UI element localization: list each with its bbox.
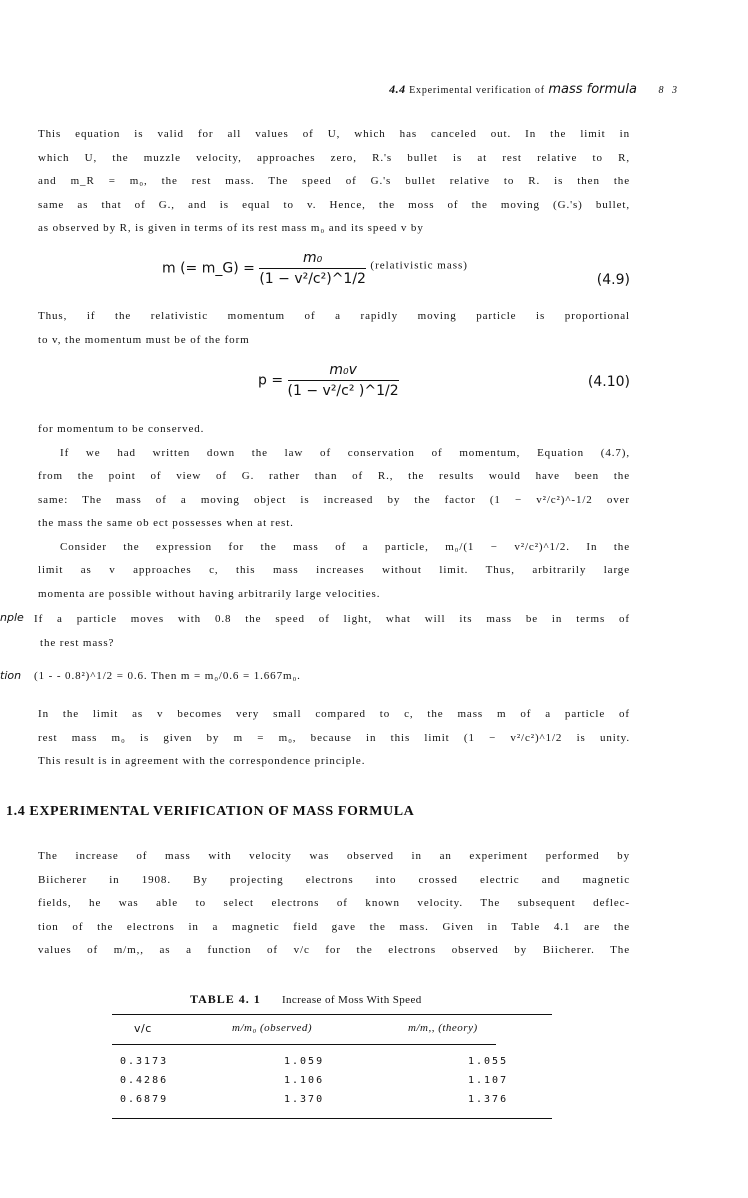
table-header-cell: m/m,, (theory): [408, 1022, 478, 1034]
paragraph-4: [38, 703, 630, 774]
paragraph-line: for momentum to be conserved.: [38, 423, 205, 435]
table-header-rule: [112, 1044, 496, 1045]
equation-lhs: m (= m_G) =: [162, 260, 255, 277]
table-header-cell: v/c: [134, 1022, 152, 1035]
paragraph-line: rest mass m₀ is given by m = m₀, because in this limit (1 − v²/c²)^1/2 is unity.: [38, 731, 630, 744]
equation-denominator: (1 − v²/c² )^1/2: [287, 383, 399, 399]
table-header-cell: m/m₀ (observed): [232, 1022, 313, 1034]
paragraph-line: same as that of G., and is equal to v. Hence, the moss of the moving (G.'s) bullet,: [38, 198, 630, 211]
paragraph-line: This equation is valid for all values of U, which has canceled out. In the limit in: [38, 128, 630, 140]
paragraph-line: The increase of mass with velocity was observed in an experiment performed by: [38, 850, 630, 862]
table-bottom-rule: [112, 1118, 552, 1119]
paragraph-line: Thus, if the relativistic momentum of a rapidly moving particle is proportional: [38, 310, 630, 322]
running-head-title: Experimental verification of: [409, 85, 545, 96]
paragraph-line: Consider the expression for the mass of a particle, m₀/(1 − v²/c²)^1/2. In the: [60, 540, 630, 553]
table-cell: 0.6879: [120, 1094, 169, 1105]
paragraph-line: Biicherer in 1908. By projecting electrons into crossed electric and magnetic: [38, 873, 630, 886]
equation-numerator: m₀v: [288, 362, 399, 381]
table-cell: 0.4286: [120, 1075, 169, 1086]
example-question: [34, 608, 630, 655]
example-margin-label: nple: [0, 611, 24, 624]
page-number: 8 3: [658, 85, 680, 96]
paragraph-line: values of m/m,, as a function of v/c for the electrons observed by Biicherer. The: [38, 944, 630, 956]
solution-line: (1 - - 0.8²)^1/2 = 0.6. Then m = m₀/0.6 = 1.667m₀.: [34, 670, 301, 682]
running-head: [389, 82, 680, 97]
table-label: TABLE 4. 1: [190, 992, 261, 1006]
table-cell: 1.370: [284, 1094, 325, 1105]
paragraph-line: which U, the muzzle velocity, approaches zero, R.'s bullet is at rest relative to R,: [38, 151, 630, 164]
table-title: [190, 992, 422, 1007]
running-head-section: 4.4: [389, 82, 406, 96]
paragraph-3: [38, 418, 630, 606]
table-cell: 1.055: [468, 1056, 509, 1067]
paragraph-1: [38, 123, 630, 241]
paragraph-line: from the point of view of G. rather than of R., the results would have been the: [38, 470, 630, 482]
paragraph-line: If we had written down the law of conservation of momentum, Equation (4.7),: [60, 446, 630, 459]
equation-number-4-9: (4.9): [596, 272, 630, 288]
paragraph-line: If a particle moves with 0.8 the speed of light, what will its mass be in terms of: [34, 613, 630, 625]
paragraph-line: tion of the electrons in a magnetic field gave the mass. Given in Table 4.1 are the: [38, 920, 630, 933]
paragraph-line: the rest mass?: [40, 636, 115, 649]
paragraph-line: as observed by R, is given in terms of its rest mass m₀ and its speed v by: [38, 222, 424, 234]
table-caption: Increase of Moss With Speed: [281, 994, 422, 1006]
equation-numerator: m₀: [259, 250, 366, 269]
equation-fraction: [288, 362, 399, 399]
table-cell: 0.3173: [120, 1056, 169, 1067]
table-cell: 1.106: [284, 1075, 325, 1086]
table-top-rule: [112, 1014, 552, 1015]
paragraph-line: In the limit as v becomes very small compared to c, the mass m of a particle of: [38, 708, 630, 720]
equation-denominator: (1 − v²/c²)^1/2: [259, 271, 366, 287]
paragraph-5: [38, 845, 630, 963]
table-cell: 1.059: [284, 1056, 325, 1067]
paragraph-2: [38, 305, 630, 352]
table-cell: 1.107: [468, 1075, 509, 1086]
equation-number-4-10: (4.10): [587, 374, 630, 390]
solution: [34, 665, 630, 689]
running-head-title-italic: mass formula: [548, 82, 637, 97]
paragraph-line: fields, he was able to select electrons of known velocity. The subsequent deflec-: [38, 897, 630, 909]
equation-note: (relativistic mass): [370, 259, 468, 272]
equation-4-10: [258, 362, 399, 399]
table-cell: 1.376: [468, 1094, 509, 1105]
paragraph-line: limit as v approaches c, this mass increases without limit. Thus, arbitrarily large: [38, 564, 630, 576]
paragraph-line: to v, the momentum must be of the form: [38, 333, 250, 346]
paragraph-line: same: The mass of a moving object is increased by the factor (1 − v²/c²)^-1/2 over: [38, 493, 630, 506]
equation-fraction: [259, 250, 366, 287]
section-heading: 1.4 EXPERIMENTAL VERIFICATION OF MASS FORMULA: [6, 804, 415, 819]
solution-margin-label: tion: [0, 669, 22, 682]
paragraph-line: the mass the same ob ect possesses when at rest.: [38, 517, 294, 529]
equation-lhs: p =: [258, 372, 284, 389]
equation-4-9: [162, 250, 468, 287]
paragraph-line: and m_R = m₀, the rest mass. The speed of G.'s bullet relative to R. is then the: [38, 175, 630, 187]
paragraph-line: This result is in agreement with the correspondence principle.: [38, 755, 366, 767]
paragraph-line: momenta are possible without having arbitrarily large velocities.: [38, 587, 381, 600]
